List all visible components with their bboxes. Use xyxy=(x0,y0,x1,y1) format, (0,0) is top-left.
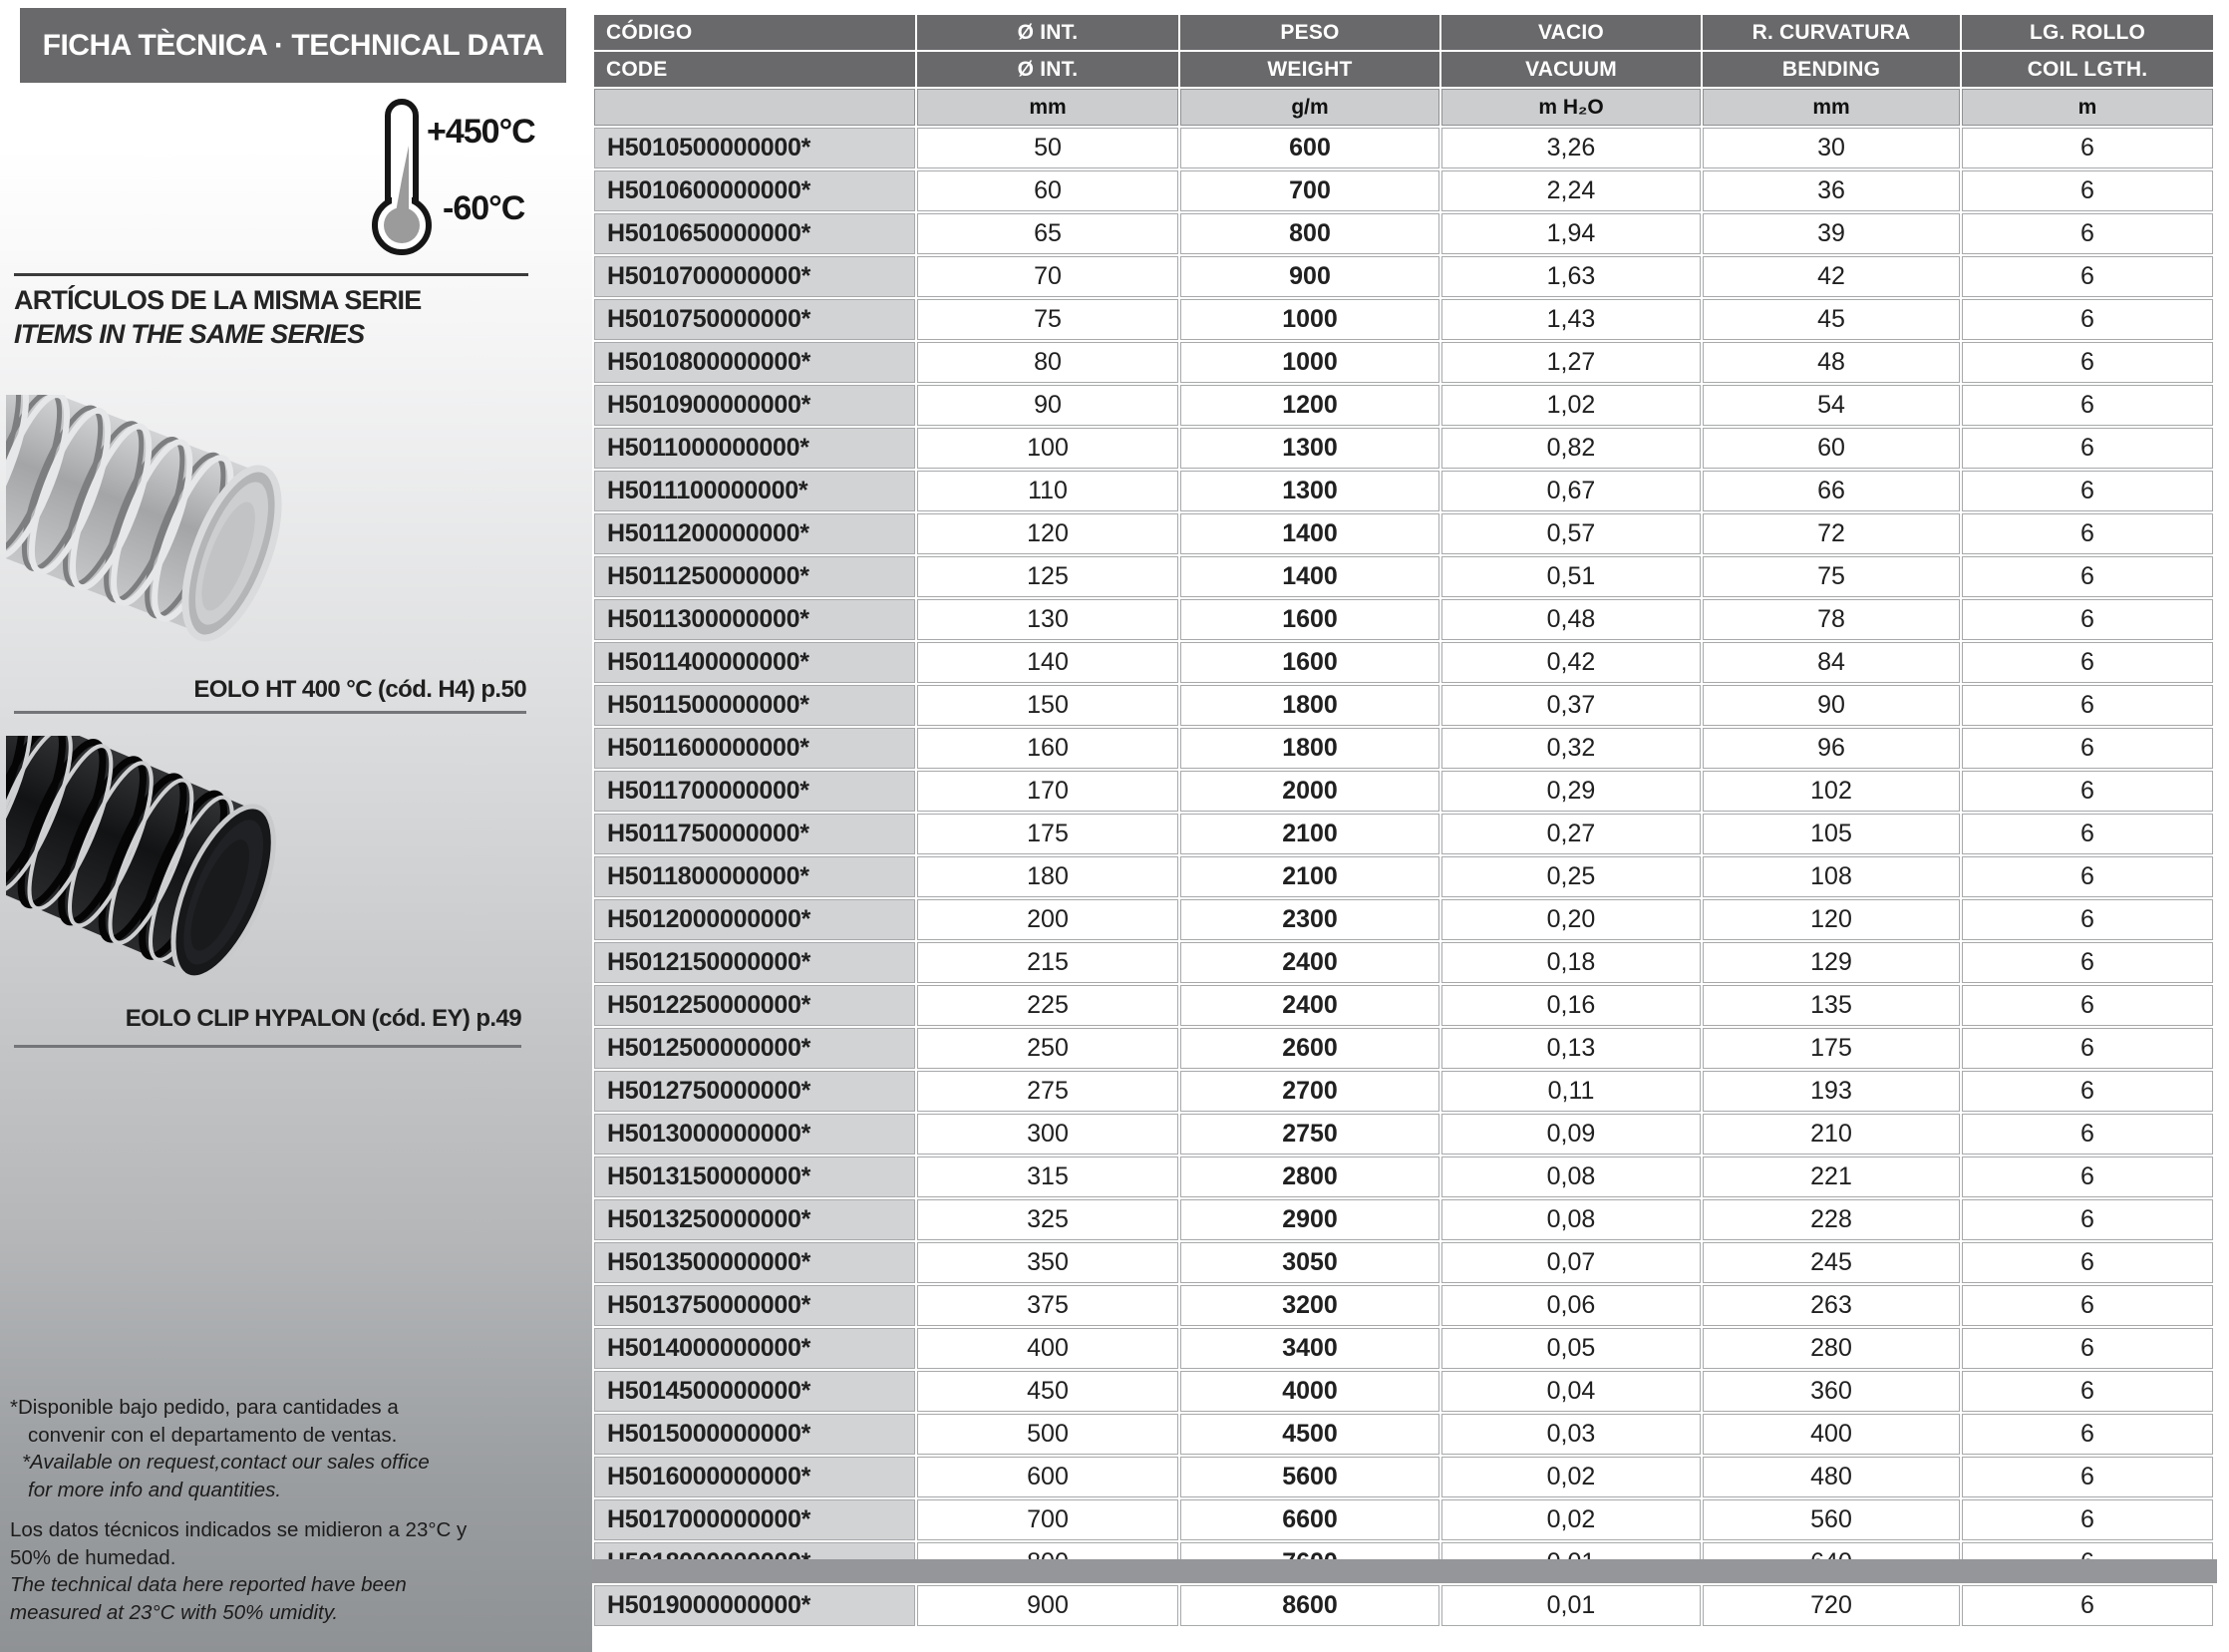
unit-code xyxy=(594,89,915,126)
cell-coil-length: 6 xyxy=(1962,513,2213,554)
table-row xyxy=(594,1156,2213,1197)
footnote-measured-en-line2: measured at 23°C with 50% umidity. xyxy=(10,1600,339,1624)
cell-vacuum: 0,02 xyxy=(1441,1457,1701,1497)
cell-bending: 78 xyxy=(1703,599,1960,640)
table-bottom-bar xyxy=(592,1559,2217,1583)
cell-code: H5010750000000* xyxy=(594,299,915,340)
cell-vacuum: 1,02 xyxy=(1441,385,1701,426)
cell-vacuum: 0,37 xyxy=(1441,685,1701,726)
cell-bending: 263 xyxy=(1703,1285,1960,1326)
cell-diameter: 120 xyxy=(917,513,1178,554)
cell-coil-length: 6 xyxy=(1962,942,2213,983)
table-row xyxy=(594,685,2213,726)
unit-weight: g/m xyxy=(1180,89,1439,126)
cell-vacuum: 0,08 xyxy=(1441,1156,1701,1197)
table-row xyxy=(594,256,2213,297)
cell-coil-length: 6 xyxy=(1962,642,2213,683)
cell-diameter: 600 xyxy=(917,1457,1178,1497)
table-row xyxy=(594,513,2213,554)
cell-vacuum: 0,13 xyxy=(1441,1028,1701,1069)
cell-bending: 42 xyxy=(1703,256,1960,297)
divider xyxy=(14,1045,521,1048)
cell-coil-length: 6 xyxy=(1962,1199,2213,1240)
cell-coil-length: 6 xyxy=(1962,899,2213,940)
table-row xyxy=(594,299,2213,340)
table-row xyxy=(594,342,2213,383)
cell-vacuum: 0,32 xyxy=(1441,728,1701,769)
cell-code: H5010700000000* xyxy=(594,256,915,297)
footnote-available-es-line2: convenir con el departamento de ventas. xyxy=(28,1423,398,1447)
cell-bending: 66 xyxy=(1703,471,1960,511)
cell-diameter: 130 xyxy=(917,599,1178,640)
cell-coil-length: 6 xyxy=(1962,1071,2213,1112)
col-header-vacuum: VACUUM xyxy=(1441,52,1701,87)
cell-coil-length: 6 xyxy=(1962,814,2213,854)
cell-bending: 560 xyxy=(1703,1499,1960,1540)
cell-weight: 1300 xyxy=(1180,471,1439,511)
cell-vacuum: 0,07 xyxy=(1441,1242,1701,1283)
cell-code: H5011300000000* xyxy=(594,599,915,640)
cell-vacuum: 0,06 xyxy=(1441,1285,1701,1326)
cell-bending: 30 xyxy=(1703,128,1960,168)
cell-bending: 135 xyxy=(1703,985,1960,1026)
cell-vacuum: 0,20 xyxy=(1441,899,1701,940)
cell-bending: 48 xyxy=(1703,342,1960,383)
cell-code: H5011800000000* xyxy=(594,856,915,897)
spec-table-body xyxy=(594,128,2213,1626)
col-header-diametro: Ø INT. xyxy=(917,15,1178,50)
cell-coil-length: 6 xyxy=(1962,556,2213,597)
table-row xyxy=(594,1328,2213,1369)
cell-coil-length: 6 xyxy=(1962,471,2213,511)
cell-vacuum: 0,18 xyxy=(1441,942,1701,983)
cell-code: H5010900000000* xyxy=(594,385,915,426)
table-row xyxy=(594,213,2213,254)
unit-bending: mm xyxy=(1703,89,1960,126)
footnote-measured-en-line1: The technical data here reported have been xyxy=(10,1573,407,1596)
cell-code: H5012250000000* xyxy=(594,985,915,1026)
cell-bending: 36 xyxy=(1703,170,1960,211)
footnote-available-en-line2: for more info and quantities. xyxy=(28,1478,282,1501)
cell-code: H5011500000000* xyxy=(594,685,915,726)
cell-vacuum: 1,27 xyxy=(1441,342,1701,383)
cell-bending: 96 xyxy=(1703,728,1960,769)
table-row xyxy=(594,856,2213,897)
cell-code: H5014000000000* xyxy=(594,1328,915,1369)
cell-vacuum: 0,09 xyxy=(1441,1114,1701,1155)
cell-vacuum: 0,04 xyxy=(1441,1371,1701,1412)
cell-coil-length: 6 xyxy=(1962,771,2213,812)
product-caption-eolo-clip-hypalon: EOLO CLIP HYPALON (cód. EY) p.49 xyxy=(125,1005,521,1032)
cell-bending: 45 xyxy=(1703,299,1960,340)
product-caption-eolo-ht: EOLO HT 400 °C (cód. H4) p.50 xyxy=(193,676,526,703)
cell-vacuum: 0,16 xyxy=(1441,985,1701,1026)
table-row xyxy=(594,471,2213,511)
cell-bending: 720 xyxy=(1703,1585,1960,1626)
cell-code: H5013250000000* xyxy=(594,1199,915,1240)
col-header-curvatura: R. CURVATURA xyxy=(1703,15,1960,50)
cell-code: H5012150000000* xyxy=(594,942,915,983)
cell-diameter: 250 xyxy=(917,1028,1178,1069)
cell-diameter: 110 xyxy=(917,471,1178,511)
cell-code: H5011250000000* xyxy=(594,556,915,597)
cell-weight: 2100 xyxy=(1180,814,1439,854)
cell-vacuum: 0,57 xyxy=(1441,513,1701,554)
table-row xyxy=(594,128,2213,168)
table-row xyxy=(594,1585,2213,1626)
unit-vacuum: m H₂O xyxy=(1441,89,1701,126)
cell-code: H5011200000000* xyxy=(594,513,915,554)
cell-coil-length: 6 xyxy=(1962,985,2213,1026)
cell-code: H5012750000000* xyxy=(594,1071,915,1112)
cell-bending: 129 xyxy=(1703,942,1960,983)
cell-weight: 600 xyxy=(1180,128,1439,168)
cell-bending: 210 xyxy=(1703,1114,1960,1155)
cell-diameter: 70 xyxy=(917,256,1178,297)
cell-bending: 54 xyxy=(1703,385,1960,426)
table-row xyxy=(594,599,2213,640)
units-row xyxy=(594,89,2213,126)
cell-diameter: 65 xyxy=(917,213,1178,254)
series-heading-es: ARTÍCULOS DE LA MISMA SERIE xyxy=(14,285,422,315)
cell-code: H5011700000000* xyxy=(594,771,915,812)
table-row xyxy=(594,385,2213,426)
cell-code: H5014500000000* xyxy=(594,1371,915,1412)
cell-vacuum: 0,05 xyxy=(1441,1328,1701,1369)
cell-code: H5010500000000* xyxy=(594,128,915,168)
cell-weight: 2750 xyxy=(1180,1114,1439,1155)
cell-bending: 175 xyxy=(1703,1028,1960,1069)
table-row xyxy=(594,556,2213,597)
cell-vacuum: 0,27 xyxy=(1441,814,1701,854)
cell-weight: 1000 xyxy=(1180,299,1439,340)
temperature-max-label: +450°C xyxy=(427,113,535,151)
cell-diameter: 450 xyxy=(917,1371,1178,1412)
cell-coil-length: 6 xyxy=(1962,1499,2213,1540)
cell-weight: 3200 xyxy=(1180,1285,1439,1326)
cell-bending: 105 xyxy=(1703,814,1960,854)
cell-weight: 2400 xyxy=(1180,985,1439,1026)
col-header-vacio: VACIO xyxy=(1441,15,1701,50)
cell-diameter: 225 xyxy=(917,985,1178,1026)
col-header-rollo: LG. ROLLO xyxy=(1962,15,2213,50)
cell-bending: 39 xyxy=(1703,213,1960,254)
cell-coil-length: 6 xyxy=(1962,128,2213,168)
unit-coil: m xyxy=(1962,89,2213,126)
cell-coil-length: 6 xyxy=(1962,1242,2213,1283)
series-heading-en: ITEMS IN THE SAME SERIES xyxy=(14,319,365,349)
cell-weight: 3400 xyxy=(1180,1328,1439,1369)
table-row xyxy=(594,170,2213,211)
col-header-diameter: Ø INT. xyxy=(917,52,1178,87)
cell-coil-length: 6 xyxy=(1962,1414,2213,1455)
cell-weight: 6600 xyxy=(1180,1499,1439,1540)
header-row-primary xyxy=(594,15,2213,50)
temperature-min-label: -60°C xyxy=(443,189,525,227)
cell-code: H5011750000000* xyxy=(594,814,915,854)
cell-vacuum: 1,43 xyxy=(1441,299,1701,340)
cell-diameter: 60 xyxy=(917,170,1178,211)
cell-weight: 2600 xyxy=(1180,1028,1439,1069)
cell-weight: 2000 xyxy=(1180,771,1439,812)
cell-coil-length: 6 xyxy=(1962,1156,2213,1197)
table-row xyxy=(594,1371,2213,1412)
cell-diameter: 375 xyxy=(917,1285,1178,1326)
cell-diameter: 80 xyxy=(917,342,1178,383)
cell-diameter: 325 xyxy=(917,1199,1178,1240)
cell-weight: 2100 xyxy=(1180,856,1439,897)
cell-coil-length: 6 xyxy=(1962,1114,2213,1155)
cell-diameter: 275 xyxy=(917,1071,1178,1112)
cell-vacuum: 2,24 xyxy=(1441,170,1701,211)
cell-weight: 2900 xyxy=(1180,1199,1439,1240)
sidebar xyxy=(0,0,592,1652)
col-header-code: CODE xyxy=(594,52,915,87)
page-title: FICHA TÈCNICA · TECHNICAL DATA xyxy=(20,8,566,83)
cell-bending: 480 xyxy=(1703,1457,1960,1497)
cell-diameter: 500 xyxy=(917,1414,1178,1455)
cell-bending: 280 xyxy=(1703,1328,1960,1369)
table-row xyxy=(594,985,2213,1026)
table-row xyxy=(594,1242,2213,1283)
cell-weight: 4500 xyxy=(1180,1414,1439,1455)
cell-vacuum: 0,25 xyxy=(1441,856,1701,897)
cell-bending: 60 xyxy=(1703,428,1960,469)
cell-diameter: 350 xyxy=(917,1242,1178,1283)
table-row xyxy=(594,771,2213,812)
cell-vacuum: 3,26 xyxy=(1441,128,1701,168)
cell-diameter: 180 xyxy=(917,856,1178,897)
cell-bending: 102 xyxy=(1703,771,1960,812)
cell-code: H5011000000000* xyxy=(594,428,915,469)
unit-diameter: mm xyxy=(917,89,1178,126)
cell-weight: 1000 xyxy=(1180,342,1439,383)
cell-vacuum: 0,01 xyxy=(1441,1585,1701,1626)
cell-weight: 1800 xyxy=(1180,728,1439,769)
cell-diameter: 200 xyxy=(917,899,1178,940)
cell-bending: 228 xyxy=(1703,1199,1960,1240)
table-row xyxy=(594,1285,2213,1326)
cell-vacuum: 0,48 xyxy=(1441,599,1701,640)
cell-diameter: 75 xyxy=(917,299,1178,340)
cell-code: H5013000000000* xyxy=(594,1114,915,1155)
cell-weight: 1600 xyxy=(1180,599,1439,640)
cell-coil-length: 6 xyxy=(1962,299,2213,340)
cell-coil-length: 6 xyxy=(1962,856,2213,897)
cell-coil-length: 6 xyxy=(1962,1371,2213,1412)
cell-code: H5010650000000* xyxy=(594,213,915,254)
cell-code: H5011100000000* xyxy=(594,471,915,511)
cell-coil-length: 6 xyxy=(1962,685,2213,726)
cell-coil-length: 6 xyxy=(1962,213,2213,254)
cell-weight: 8600 xyxy=(1180,1585,1439,1626)
cell-code: H5011600000000* xyxy=(594,728,915,769)
cell-coil-length: 6 xyxy=(1962,385,2213,426)
cell-weight: 1400 xyxy=(1180,556,1439,597)
cell-weight: 700 xyxy=(1180,170,1439,211)
cell-bending: 221 xyxy=(1703,1156,1960,1197)
cell-code: H5010800000000* xyxy=(594,342,915,383)
divider xyxy=(14,273,528,276)
cell-code: H5016000000000* xyxy=(594,1457,915,1497)
table-row xyxy=(594,899,2213,940)
divider xyxy=(14,711,526,714)
col-header-weight: WEIGHT xyxy=(1180,52,1439,87)
cell-code: H5013500000000* xyxy=(594,1242,915,1283)
col-header-bending: BENDING xyxy=(1703,52,1960,87)
footnote-measured-es-line2: 50% de humedad. xyxy=(10,1545,176,1569)
product-image-eolo-clip-hypalon xyxy=(6,736,317,999)
cell-coil-length: 6 xyxy=(1962,1457,2213,1497)
cell-weight: 2800 xyxy=(1180,1156,1439,1197)
cell-coil-length: 6 xyxy=(1962,1328,2213,1369)
cell-weight: 1400 xyxy=(1180,513,1439,554)
cell-code: H5015000000000* xyxy=(594,1414,915,1455)
cell-vacuum: 0,02 xyxy=(1441,1499,1701,1540)
cell-bending: 90 xyxy=(1703,685,1960,726)
cell-code: H5011400000000* xyxy=(594,642,915,683)
cell-coil-length: 6 xyxy=(1962,728,2213,769)
cell-vacuum: 0,11 xyxy=(1441,1071,1701,1112)
cell-vacuum: 0,29 xyxy=(1441,771,1701,812)
footnote-available-en-line1: *Available on request,contact our sales office xyxy=(22,1451,430,1474)
cell-code: H5010600000000* xyxy=(594,170,915,211)
cell-vacuum: 0,51 xyxy=(1441,556,1701,597)
cell-bending: 193 xyxy=(1703,1071,1960,1112)
cell-code: H5013750000000* xyxy=(594,1285,915,1326)
thermometer-icon xyxy=(371,96,433,259)
table-row xyxy=(594,1114,2213,1155)
header-row-secondary xyxy=(594,52,2213,87)
spec-table xyxy=(592,13,2215,1628)
cell-coil-length: 6 xyxy=(1962,1285,2213,1326)
cell-vacuum: 1,94 xyxy=(1441,213,1701,254)
cell-diameter: 700 xyxy=(917,1499,1178,1540)
cell-weight: 2400 xyxy=(1180,942,1439,983)
cell-diameter: 50 xyxy=(917,128,1178,168)
cell-bending: 72 xyxy=(1703,513,1960,554)
cell-weight: 800 xyxy=(1180,213,1439,254)
footnote-available-es-line1: *Disponible bajo pedido, para cantidades a xyxy=(10,1396,399,1419)
cell-weight: 4000 xyxy=(1180,1371,1439,1412)
cell-weight: 2700 xyxy=(1180,1071,1439,1112)
cell-code: H5012000000000* xyxy=(594,899,915,940)
table-row xyxy=(594,1071,2213,1112)
cell-bending: 84 xyxy=(1703,642,1960,683)
cell-vacuum: 0,42 xyxy=(1441,642,1701,683)
cell-diameter: 160 xyxy=(917,728,1178,769)
col-header-coil-length: COIL LGTH. xyxy=(1962,52,2213,87)
cell-vacuum: 0,67 xyxy=(1441,471,1701,511)
footnote-measured-es-line1: Los datos técnicos indicados se midieron a 23°C y xyxy=(10,1518,468,1541)
cell-coil-length: 6 xyxy=(1962,599,2213,640)
cell-weight: 2300 xyxy=(1180,899,1439,940)
cell-diameter: 175 xyxy=(917,814,1178,854)
cell-coil-length: 6 xyxy=(1962,342,2213,383)
cell-coil-length: 6 xyxy=(1962,1585,2213,1626)
cell-diameter: 900 xyxy=(917,1585,1178,1626)
table-row xyxy=(594,1499,2213,1540)
cell-coil-length: 6 xyxy=(1962,1028,2213,1069)
cell-bending: 120 xyxy=(1703,899,1960,940)
cell-weight: 1200 xyxy=(1180,385,1439,426)
cell-vacuum: 0,03 xyxy=(1441,1414,1701,1455)
cell-diameter: 170 xyxy=(917,771,1178,812)
table-row xyxy=(594,728,2213,769)
cell-bending: 245 xyxy=(1703,1242,1960,1283)
cell-vacuum: 0,82 xyxy=(1441,428,1701,469)
cell-coil-length: 6 xyxy=(1962,170,2213,211)
cell-diameter: 215 xyxy=(917,942,1178,983)
table-row xyxy=(594,1457,2213,1497)
cell-code: H5013150000000* xyxy=(594,1156,915,1197)
cell-diameter: 100 xyxy=(917,428,1178,469)
table-row xyxy=(594,428,2213,469)
cell-weight: 5600 xyxy=(1180,1457,1439,1497)
table-row xyxy=(594,1028,2213,1069)
table-row xyxy=(594,1199,2213,1240)
table-row xyxy=(594,642,2213,683)
cell-weight: 1800 xyxy=(1180,685,1439,726)
cell-bending: 400 xyxy=(1703,1414,1960,1455)
cell-diameter: 400 xyxy=(917,1328,1178,1369)
cell-diameter: 125 xyxy=(917,556,1178,597)
cell-code: H5017000000000* xyxy=(594,1499,915,1540)
cell-diameter: 300 xyxy=(917,1114,1178,1155)
cell-code: H5012500000000* xyxy=(594,1028,915,1069)
table-row xyxy=(594,814,2213,854)
cell-bending: 108 xyxy=(1703,856,1960,897)
cell-vacuum: 0,08 xyxy=(1441,1199,1701,1240)
product-image-eolo-ht xyxy=(6,395,337,668)
cell-weight: 1300 xyxy=(1180,428,1439,469)
col-header-peso: PESO xyxy=(1180,15,1439,50)
cell-diameter: 140 xyxy=(917,642,1178,683)
cell-weight: 1600 xyxy=(1180,642,1439,683)
cell-diameter: 90 xyxy=(917,385,1178,426)
cell-vacuum: 1,63 xyxy=(1441,256,1701,297)
cell-bending: 360 xyxy=(1703,1371,1960,1412)
table-row xyxy=(594,1414,2213,1455)
cell-bending: 75 xyxy=(1703,556,1960,597)
footnotes xyxy=(10,1394,553,1626)
table-row xyxy=(594,942,2213,983)
cell-weight: 900 xyxy=(1180,256,1439,297)
cell-weight: 3050 xyxy=(1180,1242,1439,1283)
col-header-codigo: CÓDIGO xyxy=(594,15,915,50)
cell-diameter: 315 xyxy=(917,1156,1178,1197)
cell-coil-length: 6 xyxy=(1962,256,2213,297)
cell-code: H5019000000000* xyxy=(594,1585,915,1626)
cell-coil-length: 6 xyxy=(1962,428,2213,469)
cell-diameter: 150 xyxy=(917,685,1178,726)
